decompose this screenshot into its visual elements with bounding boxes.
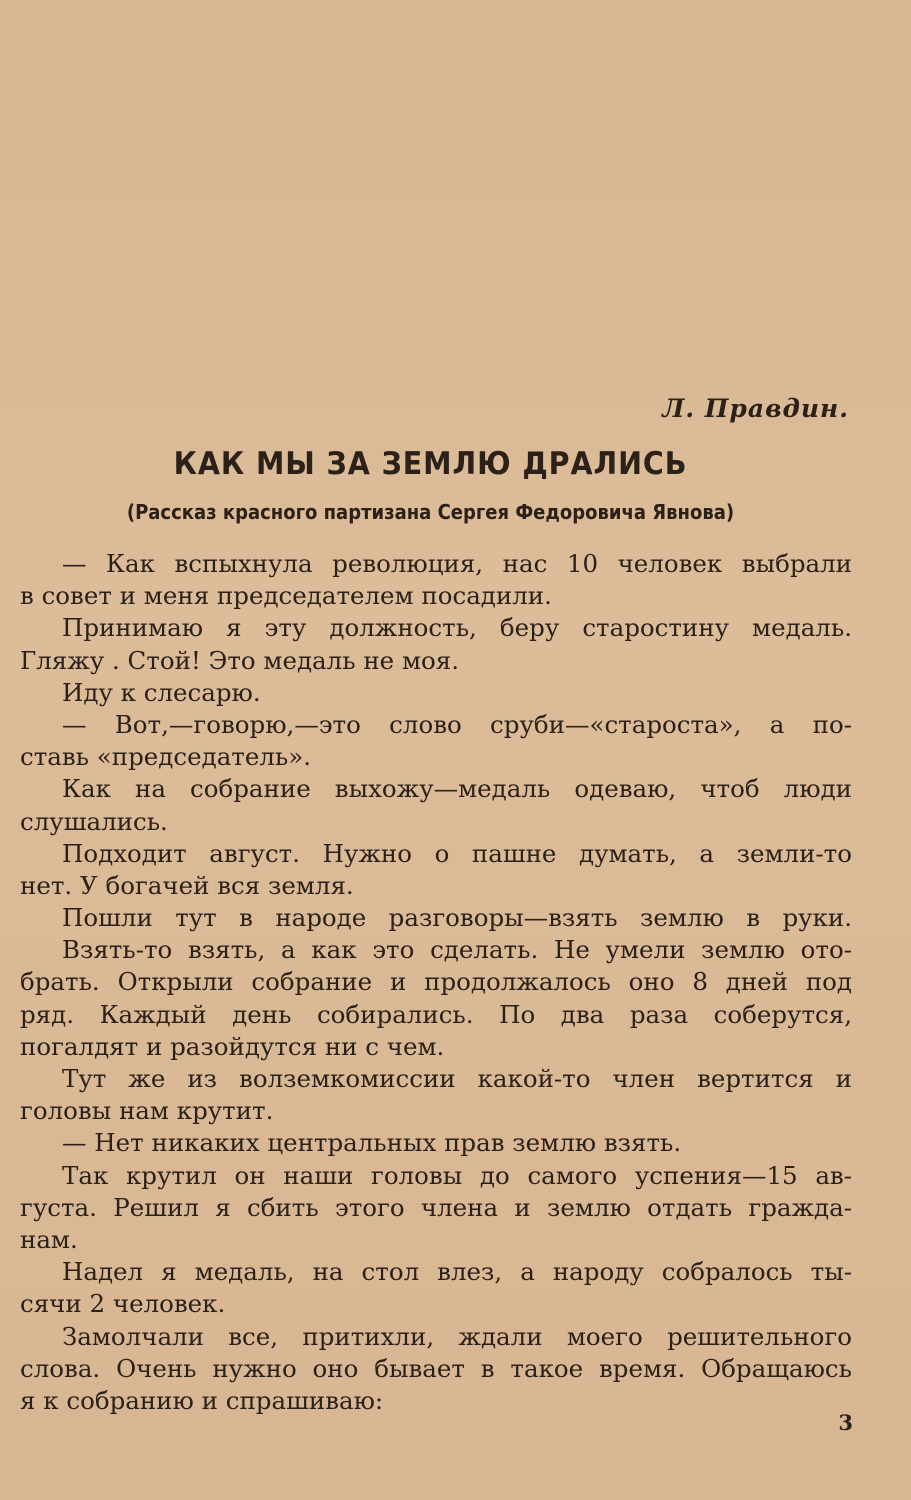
text-line: Так крутил он наши головы до самого успения—15 ав- [62,1160,852,1190]
text-line: я к собранию и спрашиваю: [20,1385,384,1415]
text-line: погалдят и разойдутся ни с чем. [20,1031,445,1061]
story-body [20,548,852,1417]
text-line: Принимаю я эту должность, беру старостину медаль. [62,613,852,643]
text-line: нам. [20,1224,78,1254]
text-line: — Нет никаких центральных прав землю взять. [62,1128,682,1158]
text-line: Подходит август. Нужно о пашне думать, а земли-то [62,838,852,868]
text-line: Замолчали все, притихли, ждали моего решительного [62,1321,852,1351]
text-line: густа. Решил я сбить этого члена и землю отдать гражда- [20,1192,852,1222]
text-line: слушались. [20,806,168,836]
text-line: Взять-то взять, а как это сделать. Не умели землю ото- [62,935,852,965]
text-line: сячи 2 человек. [20,1289,226,1319]
text-line: Гляжу . Стой! Это медаль не моя. [20,645,460,675]
text-line: Пошли тут в народе разговоры—взять землю в руки. [62,903,852,933]
text-line: брать. Открыли собрание и продолжалось оно 8 дней под [20,967,852,997]
author-signature: Л. Правдин. [662,394,849,423]
story-title: КАК МЫ ЗА ЗЕМЛЮ ДРАЛИСЬ [173,446,688,482]
text-line: Надел я медаль, на стол влез, а народу собралось ты- [62,1257,852,1287]
text-line: нет. У богачей вся земля. [20,870,354,900]
text-line: Иду к слесарю. [62,677,261,707]
page-number: 3 [838,1410,853,1435]
story-subtitle: (Рассказ красного партизана Сергея Федоровича Явнова) [126,500,735,524]
text-line: ставь «председатель». [20,742,312,772]
text-line: ряд. Каждый день собирались. По два раза соберутся, [20,999,852,1029]
text-line: слова. Очень нужно оно бывает в такое время. Обращаюсь [20,1353,852,1383]
text-line: — Вот,—говорю,—это слово сруби—«староста», а по- [62,709,852,739]
text-line: Как на собрание выхожу—медаль одеваю, чтоб люди [62,774,852,804]
text-line: в совет и меня председателем посадили. [20,581,552,611]
text-line: головы нам крутит. [20,1096,274,1126]
text-line: Тут же из волземкомиссии какой-то член вертится и [62,1064,852,1093]
text-line: — Как вспыхнула революция, нас 10 человек выбрали [62,549,852,578]
